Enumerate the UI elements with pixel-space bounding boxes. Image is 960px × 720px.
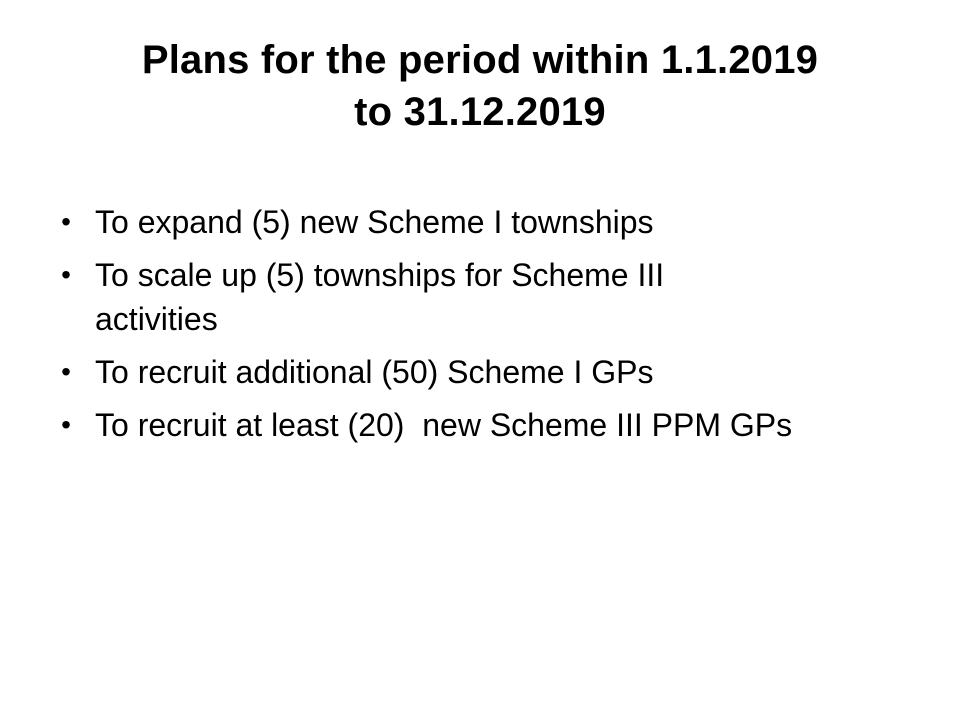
bullet-icon: •: [61, 356, 71, 387]
bullet-icon: •: [61, 206, 71, 237]
bullet-item-expand-townships: [58, 200, 928, 244]
slide-title-line-2: to 31.12.2019: [354, 90, 606, 134]
slide-title-line-1: Plans for the period within 1.1.2019: [141, 38, 819, 82]
bullet-text: To expand (5) new Scheme I townships: [95, 204, 654, 240]
bullet-list: [58, 200, 928, 456]
bullet-icon: •: [61, 259, 71, 290]
bullet-text: To scale up (5) townships for Scheme III activities: [95, 257, 665, 337]
bullet-item-recruit-scheme-iii-gps: [58, 403, 928, 447]
bullet-text: To recruit at least (20) new Scheme III PPM GPs: [95, 407, 793, 443]
bullet-icon: •: [61, 409, 71, 440]
slide-title: [48, 34, 912, 138]
bullet-item-scale-up-townships: [58, 253, 928, 341]
bullet-item-recruit-scheme-i-gps: [58, 350, 928, 394]
bullet-text: To recruit additional (50) Scheme I GPs: [95, 354, 654, 390]
